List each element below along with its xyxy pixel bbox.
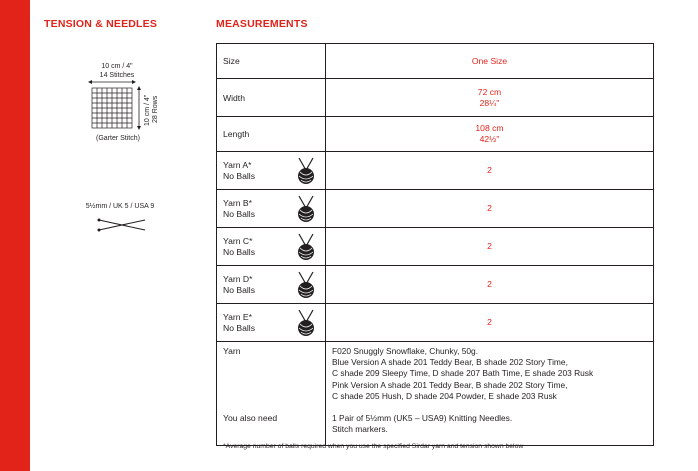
table-row xyxy=(217,228,654,266)
yarn-e-sub: No Balls xyxy=(223,322,255,333)
yarn-ball-icon xyxy=(293,232,319,262)
swatch-width-label: 10 cm / 4" xyxy=(101,63,133,70)
crossed-needles-icon xyxy=(96,217,148,233)
needle-size-label: 5½mm / UK 5 / USA 9 xyxy=(85,203,155,210)
length-value xyxy=(326,117,654,152)
table-row xyxy=(217,304,654,342)
table-row xyxy=(217,190,654,228)
yarn-label: Yarn xyxy=(223,346,241,356)
stitch-type-label: (Garter Stitch) xyxy=(96,135,140,142)
yarn-ball-icon xyxy=(293,156,319,186)
yarn-ball-icon xyxy=(293,194,319,224)
size-value: One Size xyxy=(326,44,654,79)
yarn-d-sub: No Balls xyxy=(223,284,255,295)
yarn-line: Pink Version A shade 201 Teddy Bear, B shade 202 Story Time, xyxy=(332,379,568,390)
yarn-e-label: Yarn E* xyxy=(223,311,252,322)
yarn-c-label: Yarn C* xyxy=(223,235,253,246)
size-label: Size xyxy=(217,44,326,79)
yarn-d-label: Yarn D* xyxy=(223,273,253,284)
yarn-c-sub: No Balls xyxy=(223,246,255,257)
yarn-ball-icon xyxy=(293,270,319,300)
also-need-label: You also need xyxy=(223,413,278,423)
width-label: Width xyxy=(217,79,326,117)
yarn-a-label: Yarn A* xyxy=(223,159,252,170)
yarn-e-value: 2 xyxy=(326,304,654,342)
yarn-line: Blue Version A shade 201 Teddy Bear, B shade 202 Story Time, xyxy=(332,357,568,368)
also-need-line: 1 Pair of 5½mm (UK5 – USA9) Knitting Needles. xyxy=(332,413,513,424)
width-cm: 72 cm xyxy=(477,86,502,97)
swatch-stitches-label: 14 Stitches xyxy=(99,72,135,79)
yarn-line: F020 Snuggly Snowflake, Chunky, 50g. xyxy=(332,346,479,356)
table-row xyxy=(217,79,654,117)
footnote: *Average number of balls required when you use the specified Sirdar yarn and tension shown below xyxy=(223,443,524,450)
yarn-b-value: 2 xyxy=(326,190,654,228)
width-value xyxy=(326,79,654,117)
table-row xyxy=(217,342,654,446)
swatch-grid-icon xyxy=(86,78,146,133)
yarn-b-label: Yarn B* xyxy=(223,197,252,208)
swatch-height-label: 10 cm / 4" xyxy=(144,94,151,126)
width-in: 28¼" xyxy=(479,97,500,108)
measurements-title: MEASUREMENTS xyxy=(216,18,308,30)
table-row xyxy=(217,266,654,304)
yarn-a-sub: No Balls xyxy=(223,170,255,181)
yarn-details xyxy=(326,342,654,446)
table-row xyxy=(217,44,654,79)
yarn-ball-icon xyxy=(293,308,319,338)
table-row xyxy=(217,152,654,190)
length-label: Length xyxy=(217,117,326,152)
yarn-line: C shade 205 Hush, D shade 204 Powder, E shade 203 Rusk xyxy=(332,390,557,401)
yarn-b-sub: No Balls xyxy=(223,208,255,219)
also-need-line: Stitch markers. xyxy=(332,424,388,435)
yarn-a-value: 2 xyxy=(326,152,654,190)
tension-title: TENSION & NEEDLES xyxy=(44,18,158,30)
length-in: 42½" xyxy=(479,134,500,144)
yarn-line: C shade 209 Sleepy Time, D shade 207 Bath Time, E shade 203 Rusk xyxy=(332,368,594,379)
yarn-c-value: 2 xyxy=(326,228,654,266)
table-row xyxy=(217,117,654,152)
swatch-rows-label: 28 Rows xyxy=(152,95,159,123)
measurements-table xyxy=(216,43,654,446)
length-cm: 108 cm xyxy=(475,123,504,133)
yarn-d-value: 2 xyxy=(326,266,654,304)
red-side-bar xyxy=(0,0,30,471)
